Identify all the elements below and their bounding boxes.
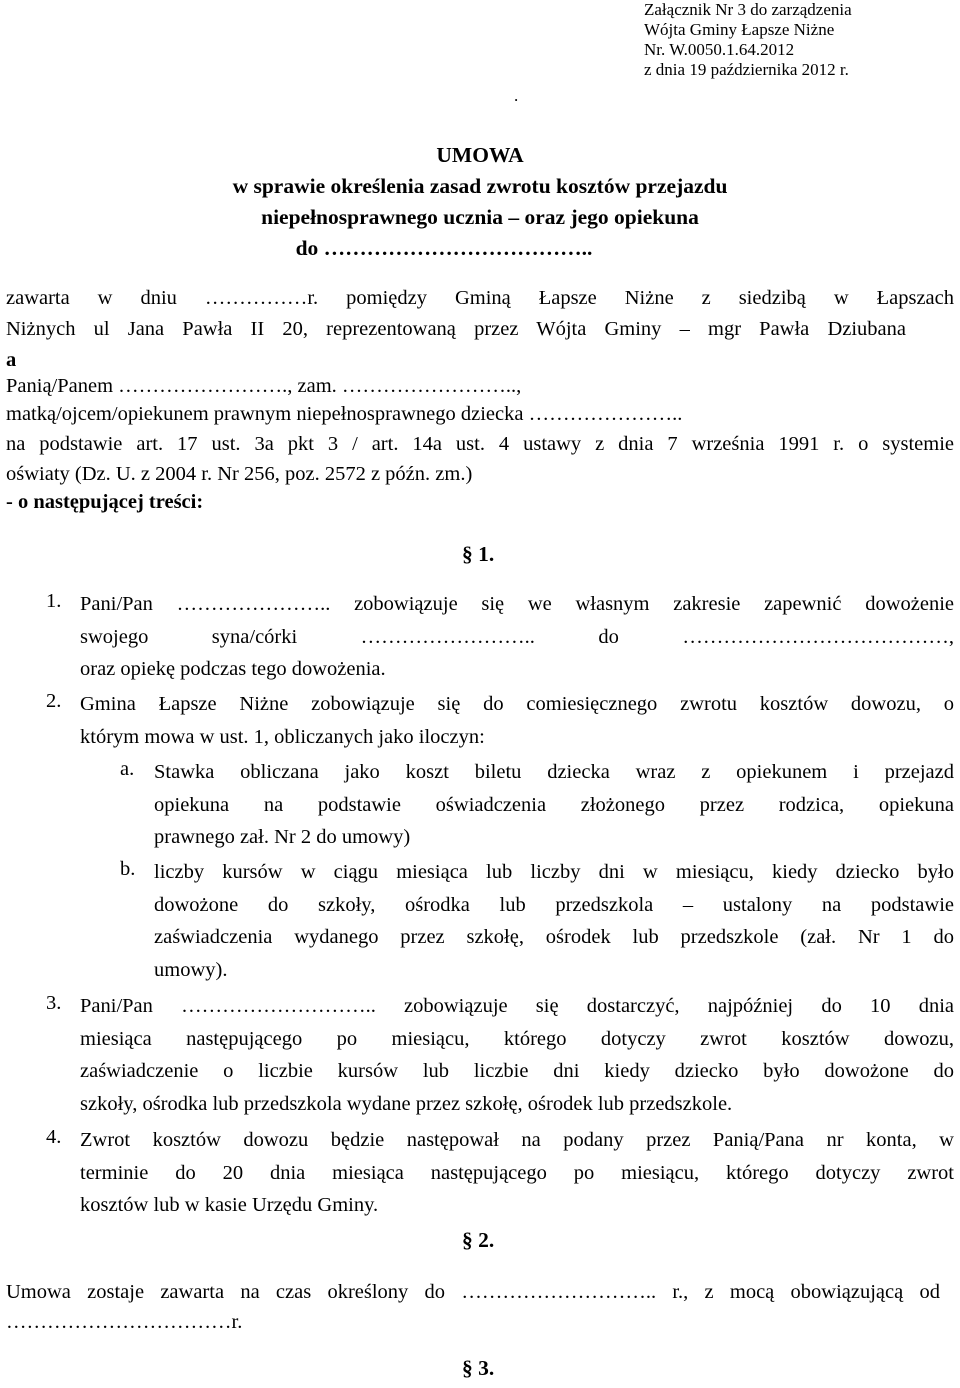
item-3-line-2: miesiąca następującego po miesiącu, którego dotyczy zwrot kosztów dowozu, (80, 1027, 954, 1050)
intro-line-4: Panią/Panem ……………………., zam. …………………….., (6, 375, 522, 397)
item-2-number: 2. (46, 690, 62, 712)
attachment-line-3: Nr. W.0050.1.64.2012 (644, 40, 795, 59)
item-b-line-4: umowy). (154, 958, 228, 981)
intro-line-3: a (6, 349, 17, 371)
item-a-line-1: Stawka obliczana jako koszt biletu dziecka wraz z opiekunem i przejazd (154, 761, 954, 783)
attachment-line-1: Załącznik Nr 3 do zarządzenia (644, 0, 852, 19)
item-2-line-2: którym mowa w ust. 1, obliczanych jako iloczyn: (80, 725, 485, 748)
intro-line-5: matką/ojcem/opiekunem prawnym niepełnosprawnego dziecka ………………….. (6, 403, 683, 425)
item-4-line-1: Zwrot kosztów dowozu będzie następował na podany przez Panią/Pana nr konta, w (80, 1129, 954, 1151)
item-b-letter: b. (120, 858, 136, 880)
title-line-1: UMOWA (436, 143, 524, 167)
item-3-number: 3. (46, 992, 62, 1014)
section-1-heading: § 1. (462, 542, 495, 566)
item-2-text (80, 688, 954, 753)
item-b-line-2: dowożone do szkoły, ośrodka lub przedszkola – ustalony na podstawie (154, 893, 954, 916)
intro-line-6: na podstawie art. 17 ust. 3a pkt 3 / art. 14a ust. 4 ustawy z dnia 7 września 1991 r. o systemie (6, 433, 954, 455)
item-3-line-3: zaświadczenie o liczbie kursów lub liczbie dni kiedy dziecko było dowożone do (80, 1060, 954, 1083)
stray-dot: . (514, 86, 519, 105)
item-1-line-3: oraz opiekę podczas tego dowożenia. (80, 658, 386, 681)
document-title (0, 140, 960, 264)
title-line-3: niepełnosprawnego ucznia – oraz jego opiekuna (261, 205, 699, 229)
attachment-header (644, 0, 852, 80)
item-a-line-3: prawnego zał. Nr 2 do umowy) (154, 826, 411, 849)
item-a-text (154, 756, 954, 854)
section-2-heading: § 2. (462, 1228, 495, 1252)
intro-line-2: Niżnych ul Jana Pawła II 20, reprezentowaną przez Wójta Gminy – mgr Pawła Dziubana (6, 318, 906, 340)
term-line-1: Umowa zostaje zawarta na czas określony do ……………………….. r., z mocą obowiązującą od (6, 1281, 940, 1303)
attachment-line-4: z dnia 19 października 2012 r. (644, 60, 849, 79)
item-3-line-1: Pani/Pan ……………………….. zobowiązuje się dostarczyć, najpóźniej do 10 dnia (80, 995, 954, 1017)
item-1-number: 1. (46, 590, 62, 612)
item-1-text (80, 588, 954, 686)
item-1-line-1: Pani/Pan ………………….. zobowiązuje się we własnym zakresie zapewnić dowożenie (80, 593, 954, 615)
item-3-line-4: szkoły, ośrodka lub przedszkola wydane przez szkołę, ośrodek lub przedszkole. (80, 1092, 733, 1115)
item-4-line-2: terminie do 20 dnia miesiąca następującego po miesiącu, którego dotyczy zwrot (80, 1161, 954, 1184)
attachment-line-2: Wójta Gminy Łapsze Niżne (644, 20, 835, 39)
item-4-number: 4. (46, 1126, 62, 1148)
item-b-line-3: zaświadczenia wydanego przez szkołę, ośrodek lub przedszkole (zał. Nr 1 do (154, 926, 954, 949)
section-3-heading: § 3. (462, 1356, 495, 1380)
intro-line-8: - o następującej treści: (6, 491, 204, 513)
title-line-4: do ……………………………….. (295, 236, 593, 260)
term-line-2: ……………………………r. (6, 1311, 243, 1333)
item-1-line-2: swojego syna/córki …………………….. do …………………………………, (80, 625, 954, 648)
item-a-letter: a. (120, 758, 135, 780)
item-4-line-3: kosztów lub w kasie Urzędu Gminy. (80, 1194, 379, 1217)
intro-line-7: oświaty (Dz. U. z 2004 r. Nr 256, poz. 2572 z późn. zm.) (6, 463, 473, 485)
item-3-text (80, 990, 954, 1120)
item-2-line-1: Gmina Łapsze Niżne zobowiązuje się do comiesięcznego zwrotu kosztów dowozu, o (80, 693, 954, 715)
title-line-2: w sprawie określenia zasad zwrotu kosztów przejazdu (232, 174, 728, 198)
item-a-line-2: opiekuna na podstawie oświadczenia złożonego przez rodzica, opiekuna (154, 793, 954, 816)
intro-line-1: zawarta w dniu ……………r. pomiędzy Gminą Łapsze Niżne z siedzibą w Łapszach (6, 287, 954, 309)
item-4-text (80, 1124, 954, 1222)
item-b-line-1: liczby kursów w ciągu miesiąca lub liczby dni w miesiącu, kiedy dziecko było (154, 861, 954, 883)
item-b-text (154, 856, 954, 986)
